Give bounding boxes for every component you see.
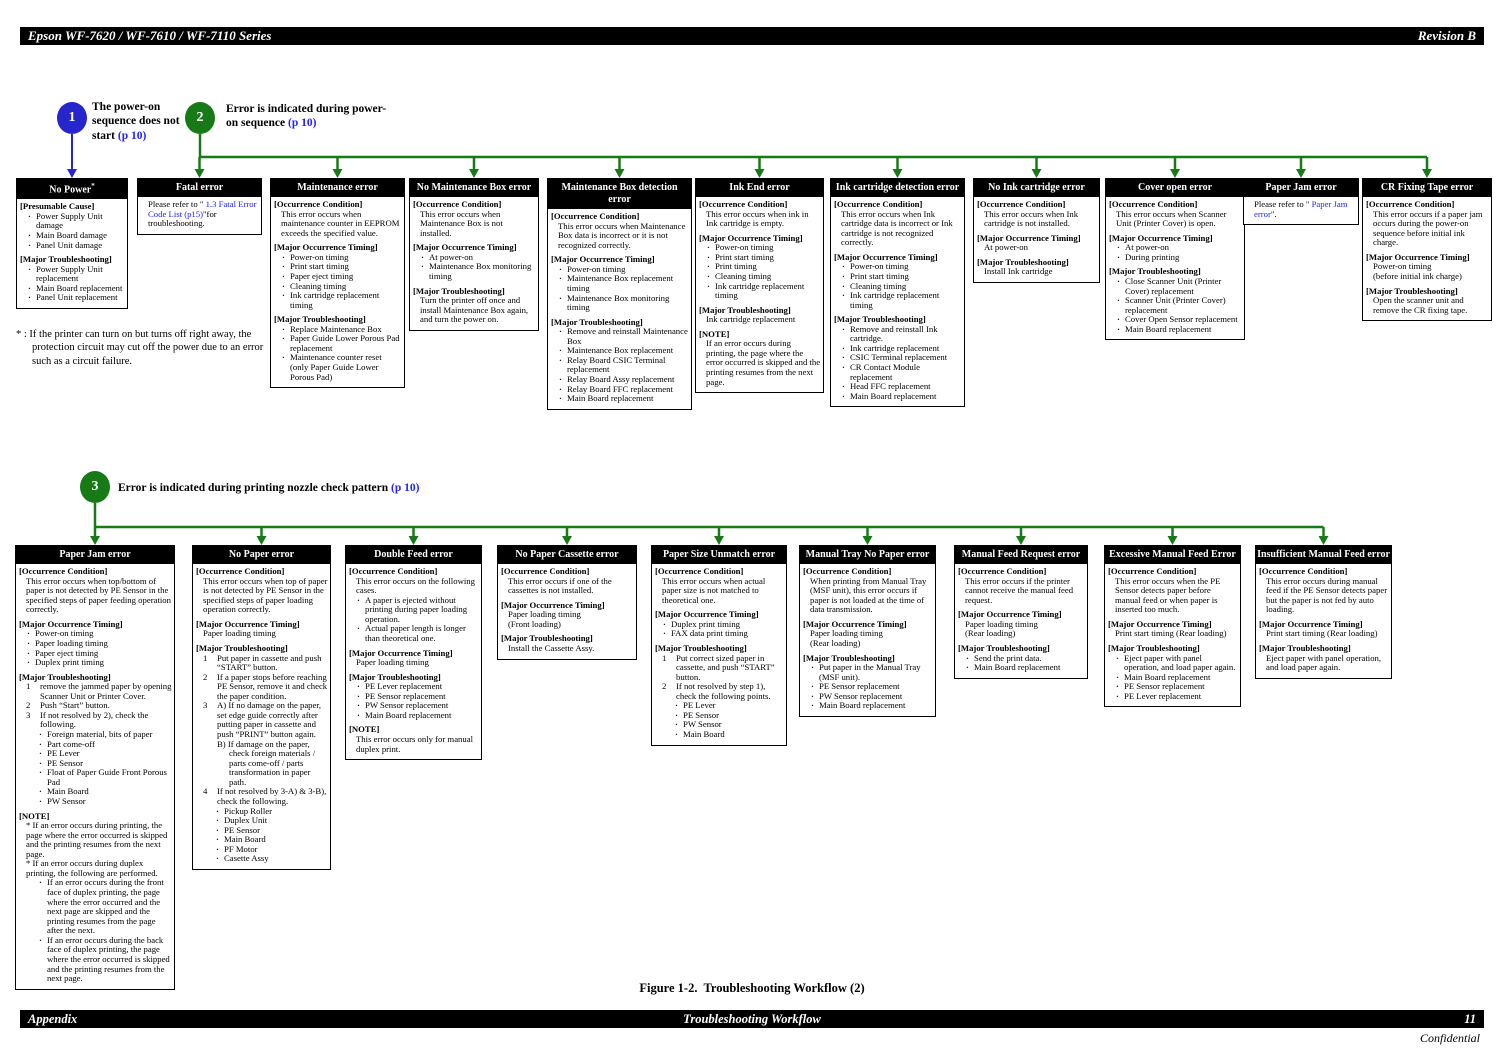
bullet-item: · PE Lever replacement bbox=[1108, 692, 1238, 702]
error-box-body bbox=[974, 197, 1099, 282]
error-box-title: No Paper error bbox=[193, 546, 330, 564]
flow-step-3-label bbox=[118, 481, 718, 495]
bullet-item: · Main Board damage bbox=[20, 231, 125, 241]
flow-label-text: Error is indicated during printing nozzle check pattern bbox=[118, 482, 392, 494]
flow-step-3-badge bbox=[80, 471, 110, 503]
section-heading: [Occurrence Condition] bbox=[1109, 199, 1198, 209]
box-text-line: Print start timing (Rear loading) bbox=[1266, 628, 1378, 639]
section-heading: [Major Troubleshooting] bbox=[196, 642, 288, 653]
box-text-line bbox=[1247, 200, 1356, 219]
bullet-item: · Print start timing bbox=[699, 253, 821, 263]
footer-bar bbox=[20, 1010, 1484, 1028]
section-heading: [Major Troubleshooting] bbox=[1109, 266, 1201, 277]
box-text-line: This error occurs when Maintenance Box data is incorrect or it is not recognized correctly. bbox=[558, 220, 686, 250]
box-text-line: Print start timing (Rear loading) bbox=[1115, 628, 1227, 639]
error-box-title: Paper Jam error bbox=[1244, 179, 1358, 197]
footnote-marker: * bbox=[91, 182, 95, 190]
error-box-no-paper-error bbox=[192, 545, 331, 870]
section-heading: [Major Occurrence Timing] bbox=[699, 232, 803, 243]
bullet-item: · Remove and reinstall Ink cartridge. bbox=[834, 325, 962, 344]
bullet-item: · Panel Unit replacement bbox=[20, 293, 125, 303]
bullet-item: · Put paper in the Manual Tray (MSF unit). bbox=[803, 663, 933, 682]
sub-bullet-item: · If an error occurs during the front face of duplex printing, the page where the error occurred and the next page are skipped and the printing resumes from the page after the next. bbox=[19, 878, 172, 935]
sub-bullet-item: · PE Lever bbox=[19, 749, 172, 759]
section-heading: [Occurrence Condition] bbox=[1259, 566, 1348, 576]
bullet-item: · Main Board replacement bbox=[551, 394, 689, 404]
bullet-item: · At power-on bbox=[413, 253, 536, 263]
box-text-line: This error occurs when maintenance counter in EEPROM exceeds the specified value. bbox=[281, 208, 400, 238]
error-box-title: No Maintenance Box error bbox=[410, 179, 538, 197]
footer-page-number: 11 bbox=[1464, 1011, 1476, 1026]
error-box-body bbox=[1244, 197, 1358, 224]
error-box-title: Maintenance Box detection error bbox=[548, 179, 691, 209]
page-link[interactable]: (p 10) bbox=[287, 117, 317, 130]
section-heading: [Major Troubleshooting] bbox=[803, 652, 895, 663]
box-text-line: Power-on timing bbox=[1373, 261, 1432, 272]
error-box-title: Cover open error bbox=[1106, 179, 1244, 197]
step-number: 2 bbox=[203, 671, 208, 682]
section-heading: [Occurrence Condition] bbox=[1366, 199, 1455, 209]
bullet-item: · Actual paper length is longer than theoretical one. bbox=[349, 624, 479, 643]
footer-chapter: Troubleshooting Workflow bbox=[683, 1011, 821, 1026]
bullet-item: · CR Contact Module replacement bbox=[834, 363, 962, 382]
bullet-item: · Replace Maintenance Box bbox=[274, 325, 402, 335]
step-number: 4 bbox=[203, 786, 208, 797]
box-text-line: This error occurs only for manual duplex print. bbox=[356, 734, 474, 754]
error-box-body bbox=[17, 199, 127, 308]
error-box-body bbox=[1256, 564, 1391, 678]
sub-bullet-item: · Pickup Roller bbox=[196, 807, 328, 817]
error-box-title: Manual Tray No Paper error bbox=[800, 546, 935, 564]
box-text-line: Install the Cassette Assy. bbox=[508, 642, 595, 653]
section-heading: [NOTE] bbox=[349, 724, 380, 735]
box-text-line: * If an error occurs during printing, the page where the error occurred is skipped and the printing resumes from the next page. bbox=[26, 820, 168, 859]
step-number: 2 bbox=[26, 700, 31, 711]
bullet-item: · Print start timing bbox=[274, 262, 402, 272]
error-box-body bbox=[831, 197, 964, 406]
section-heading: [Occurrence Condition] bbox=[19, 566, 108, 576]
section-heading: [Major Troubleshooting] bbox=[977, 256, 1069, 267]
bullet-item: · Ink cartridge replacement timing bbox=[834, 291, 962, 310]
bullet-item: · Cover Open Sensor replacement bbox=[1109, 315, 1242, 325]
error-box-body bbox=[16, 564, 174, 989]
error-box-title: CR Fixing Tape error bbox=[1363, 179, 1491, 197]
bullet-item: · Panel Unit damage bbox=[20, 241, 125, 251]
section-heading: [Occurrence Condition] bbox=[1108, 566, 1197, 576]
sub-bullet-item: · Foreign material, bits of paper bbox=[19, 730, 172, 740]
step-number: 3 bbox=[26, 709, 31, 720]
error-box-title: No Paper Cassette error bbox=[498, 546, 636, 564]
bullet-item: · Relay Board FFC replacement bbox=[551, 385, 689, 395]
flow-step-number: 1 bbox=[68, 110, 76, 125]
error-box-body bbox=[498, 564, 636, 659]
flow-label-text: Error is indicated during power-on sequence bbox=[226, 103, 387, 130]
box-text-line: * If an error occurs during duplex printing, the following are performed. bbox=[26, 858, 158, 878]
box-text-line: This error occurs if one of the cassettes is not installed. bbox=[508, 575, 612, 596]
error-box-paper-jam-error bbox=[15, 545, 175, 990]
sub-bullet-item: · PW Sensor bbox=[655, 720, 784, 730]
section-heading: [Major Troubleshooting] bbox=[655, 642, 747, 653]
box-text-line: Paper loading timing bbox=[508, 609, 581, 620]
sub-bullet-item: · Duplex Unit bbox=[196, 816, 328, 826]
bullet-item: · Cleaning timing bbox=[274, 282, 402, 292]
section-heading: [NOTE] bbox=[19, 810, 50, 821]
sub-bullet-item: · Part come-off bbox=[19, 740, 172, 750]
bullet-item: · Relay Board CSIC Terminal replacement bbox=[551, 356, 689, 375]
flow-step-2-badge bbox=[185, 102, 215, 134]
bullet-item: · Main Board replacement bbox=[349, 711, 479, 721]
error-box-manual-tray-no-paper-error bbox=[799, 545, 936, 717]
error-box-title: Ink cartridge detection error bbox=[831, 179, 964, 197]
sub-bullet-item: · PE Sensor bbox=[655, 711, 784, 721]
bullet-item: · Duplex print timing bbox=[655, 620, 784, 630]
flow-step-number: 2 bbox=[196, 110, 204, 125]
section-heading: [Major Troubleshooting] bbox=[1259, 642, 1351, 653]
error-box-body bbox=[138, 197, 261, 234]
bullet-item: · Relay Board Assy replacement bbox=[551, 375, 689, 385]
bullet-item: · Close Scanner Unit (Printer Cover) replacement bbox=[1109, 277, 1242, 296]
bullet-item: · Main Board replacement bbox=[1108, 673, 1238, 683]
section-heading: [Major Troubleshooting] bbox=[413, 285, 505, 296]
section-heading: [Major Troubleshooting] bbox=[20, 254, 112, 265]
document-title: Epson WF-7620 / WF-7610 / WF-7110 Series bbox=[28, 28, 272, 43]
box-text-line: This error occurs if the printer cannot receive the manual feed request. bbox=[965, 575, 1074, 605]
error-box-title: Insufficient Manual Feed error bbox=[1256, 546, 1391, 564]
section-heading: [Major Troubleshooting] bbox=[1366, 285, 1458, 296]
error-box-no-maintenance-box-error bbox=[409, 178, 539, 331]
numbered-step: 1 Put correct sized paper in cassette, and push “START” button. bbox=[662, 652, 775, 682]
box-text-line: When printing from Manual Tray (MSF unit), this error occurs if paper is not loaded at the time of data transmission. bbox=[810, 575, 927, 615]
bullet-item: · Power-on timing bbox=[19, 629, 172, 639]
error-box-body bbox=[193, 564, 330, 869]
error-box-cr-fixing-tape-error bbox=[1362, 178, 1492, 321]
section-heading: [Major Troubleshooting] bbox=[958, 642, 1050, 653]
section-heading: [Major Occurrence Timing] bbox=[551, 254, 655, 265]
sub-bullet-item: · PE Lever bbox=[655, 701, 784, 711]
bullet-item: · Maintenance Box monitoring timing bbox=[551, 294, 689, 313]
section-heading: [Presumable Cause] bbox=[20, 201, 95, 212]
header-bar bbox=[20, 27, 1484, 45]
box-text-segment: Please refer to " bbox=[1254, 199, 1312, 209]
box-text-line: Paper loading timing bbox=[965, 618, 1038, 629]
bullet-item: · CSIC Terminal replacement bbox=[834, 353, 962, 363]
sub-bullet-item: · Casette Assy bbox=[196, 854, 328, 864]
box-text-line: (Rear loading) bbox=[810, 637, 861, 648]
box-text-line: (Front loading) bbox=[508, 618, 561, 629]
bullet-item: · Remove and reinstall Maintenance Box bbox=[551, 327, 689, 346]
error-box-title: No Power* bbox=[17, 179, 127, 199]
bullet-item: · Main Board replacement bbox=[803, 701, 933, 711]
error-box-insufficient-manual-feed-error bbox=[1255, 545, 1392, 679]
error-box-body bbox=[652, 564, 786, 745]
box-text-line: This error occurs if a paper jam occurs during the power-on sequence before initial ink charge. bbox=[1373, 208, 1483, 248]
section-heading: [Major Troubleshooting] bbox=[19, 671, 111, 682]
box-text-line: Ink cartridge replacement bbox=[706, 314, 796, 325]
box-text-line: This error occurs when Ink cartridge data is incorrect or Ink cartridge is not recognized correctly. bbox=[841, 208, 953, 248]
cross-reference-link[interactable]: 1.3 Fatal Error Code List (p15) bbox=[148, 199, 257, 219]
error-box-body bbox=[548, 209, 691, 409]
box-text-line: Paper loading timing bbox=[203, 628, 276, 639]
error-box-maintenance-error bbox=[270, 178, 405, 388]
bullet-item: · Maintenance Box monitoring timing bbox=[413, 262, 536, 281]
section-heading: [Occurrence Condition] bbox=[349, 566, 438, 576]
bullet-item: · Scanner Unit (Printer Cover) replacement bbox=[1109, 296, 1242, 315]
bullet-item: · Cleaning timing bbox=[834, 282, 962, 292]
step-number: 1 bbox=[662, 652, 667, 663]
sub-bullet-item: · PE Sensor bbox=[19, 759, 172, 769]
bullet-item: · Head FFC replacement bbox=[834, 382, 962, 392]
section-heading: [Occurrence Condition] bbox=[699, 199, 788, 209]
bullet-item: · Ink cartridge replacement timing bbox=[274, 291, 402, 310]
sub-bullet-item: · Float of Paper Guide Front Porous Pad bbox=[19, 768, 172, 787]
section-heading: [Occurrence Condition] bbox=[551, 211, 640, 221]
error-box-title: Excessive Manual Feed Error bbox=[1105, 546, 1240, 564]
bullet-item: · During printing bbox=[1109, 253, 1242, 263]
section-heading: [Major Occurrence Timing] bbox=[803, 618, 907, 629]
error-box-title: Double Feed error bbox=[346, 546, 481, 564]
error-box-paper-size-unmatch-error bbox=[651, 545, 787, 746]
error-box-maintenance-box-detection-error bbox=[547, 178, 692, 410]
numbered-step: 3 If not resolved by 2), check the following. bbox=[26, 709, 149, 730]
error-box-body bbox=[955, 564, 1087, 678]
numbered-step: 2 Push “Start” button. bbox=[26, 700, 110, 711]
error-box-body bbox=[346, 564, 481, 759]
section-heading: [Major Occurrence Timing] bbox=[958, 609, 1062, 620]
figure-caption: Figure 1-2. Troubleshooting Workflow (2) bbox=[639, 981, 865, 995]
numbered-step: 3 A) If no damage on the paper, set edge guide correctly after putting paper in cassette and push “PRINT” button again. bbox=[203, 700, 322, 739]
error-box-no-ink-cartridge-error bbox=[973, 178, 1100, 283]
bullet-item: · Maintenance Box replacement bbox=[551, 346, 689, 356]
error-box-double-feed-error bbox=[345, 545, 482, 760]
section-heading: [Occurrence Condition] bbox=[196, 566, 285, 576]
sub-bullet-item: · Main Board bbox=[196, 835, 328, 845]
box-text-line: This error occurs on the following cases. bbox=[356, 575, 475, 596]
section-heading: [Occurrence Condition] bbox=[655, 566, 744, 576]
step-number: 3 bbox=[203, 700, 208, 711]
numbered-step: 2 If not resolved by step 1), check the following points. bbox=[662, 681, 771, 701]
box-text-line: This error occurs when Maintenance Box is not installed. bbox=[420, 208, 503, 238]
box-text-line: (before initial ink charge) bbox=[1373, 270, 1462, 281]
flow-label-text: The power-on sequence does not start bbox=[92, 101, 180, 142]
section-heading: [Occurrence Condition] bbox=[977, 199, 1066, 209]
bullet-item: · Main Board replacement bbox=[1109, 325, 1242, 335]
section-heading: [NOTE] bbox=[699, 328, 730, 339]
error-box-title: Paper Size Unmatch error bbox=[652, 546, 786, 564]
bullet-item: · Eject paper with panel operation, and load paper again. bbox=[1108, 654, 1238, 673]
box-text-line: This error occurs when Ink cartridge is not installed. bbox=[984, 208, 1079, 229]
numbered-step: 2 If a paper stops before reaching PE Sensor, remove it and check the paper condition. bbox=[203, 671, 328, 701]
error-box-title: Manual Feed Request error bbox=[955, 546, 1087, 564]
box-text-line: Turn the printer off once and install Maintenance Box again, and turn the power on. bbox=[420, 295, 529, 325]
error-box-body bbox=[800, 564, 935, 716]
error-box-no-power bbox=[16, 178, 128, 309]
section-heading: [Major Occurrence Timing] bbox=[977, 232, 1081, 243]
box-text-line: Open the scanner unit and remove the CR fixing tape. bbox=[1373, 295, 1468, 315]
error-box-body bbox=[271, 197, 404, 387]
sub-bullet-item: · Main Board bbox=[19, 787, 172, 797]
step-number: 1 bbox=[203, 652, 208, 663]
step-number: 2 bbox=[662, 681, 667, 692]
bullet-item: · Paper eject timing bbox=[274, 272, 402, 282]
bullet-item: · Main Board replacement bbox=[834, 392, 962, 402]
error-box-body bbox=[696, 197, 823, 392]
bullet-item: · Main Board replacement bbox=[20, 284, 125, 294]
box-text-line: This error occurs when Scanner Unit (Printer Cover) is open. bbox=[1116, 208, 1227, 229]
box-text-line: This error occurs when the PE Sensor detects paper before manual feed or when paper is inserted too much. bbox=[1115, 575, 1221, 615]
box-text-line: At power-on bbox=[984, 242, 1028, 253]
box-text-segment: ". bbox=[1270, 208, 1277, 219]
bullet-item: · PW Sensor replacement bbox=[803, 692, 933, 702]
numbered-step: 1 remove the jammed paper by opening Scanner Unit or Printer Cover. bbox=[26, 681, 172, 701]
sub-bullet-item: · If an error occurs during the back face of duplex printing, the page where the error occurred is skipped and the printing resumes from the next page. bbox=[19, 936, 172, 984]
error-box-title: Maintenance error bbox=[271, 179, 404, 197]
box-text-segment: Please refer to " bbox=[148, 199, 206, 209]
flow-step-1-label bbox=[92, 100, 184, 143]
no-power-footnote: * : If the printer can turn on but turns off right away, the protection circuit may cut off the power due to an error such as a circuit failure. bbox=[16, 329, 264, 367]
section-heading: [Major Troubleshooting] bbox=[551, 316, 643, 327]
bullet-item: · At power-on bbox=[1109, 243, 1242, 253]
bullet-item: · PE Sensor replacement bbox=[803, 682, 933, 692]
bullet-item: · PE Lever replacement bbox=[349, 682, 479, 692]
error-box-paper-jam-error bbox=[1243, 178, 1359, 225]
error-box-fatal-error bbox=[137, 178, 262, 235]
section-heading: [Major Troubleshooting] bbox=[1108, 642, 1200, 653]
section-heading: [Occurrence Condition] bbox=[803, 566, 892, 576]
error-box-ink-end-error bbox=[695, 178, 824, 393]
bullet-item: · Paper eject timing bbox=[19, 649, 172, 659]
section-heading: [Major Troubleshooting] bbox=[274, 314, 366, 325]
section-heading: [Occurrence Condition] bbox=[958, 566, 1047, 576]
section-heading: [Occurrence Condition] bbox=[413, 199, 502, 209]
error-box-no-paper-cassette-error bbox=[497, 545, 637, 660]
bullet-item: · Ink cartridge replacement timing bbox=[699, 282, 821, 301]
section-heading: [Occurrence Condition] bbox=[834, 199, 923, 209]
box-text-line: This error occurs when actual paper size is not matched to theoretical one. bbox=[662, 575, 766, 605]
bullet-item: · Send the print data. bbox=[958, 654, 1085, 664]
sub-bullet-item: · PW Sensor bbox=[19, 797, 172, 807]
error-box-body bbox=[1105, 564, 1240, 706]
bullet-item: · Power-on timing bbox=[834, 262, 962, 272]
revision-label: Revision B bbox=[1417, 28, 1476, 43]
step-number: 1 bbox=[26, 681, 31, 692]
numbered-step: 1 Put paper in cassette and push “START” button. bbox=[203, 652, 322, 673]
error-box-title: Paper Jam error bbox=[16, 546, 174, 564]
section-heading: [Major Occurrence Timing] bbox=[196, 618, 300, 629]
error-box-body bbox=[410, 197, 538, 330]
flow-step-2-label bbox=[226, 102, 396, 131]
box-text-line: This error occurs during manual feed if the PE Sensor detects paper but the paper is not fed by auto loading. bbox=[1266, 575, 1388, 615]
box-text-line: Eject paper with panel operation, and load paper again. bbox=[1266, 652, 1382, 673]
section-heading: [Major Occurrence Timing] bbox=[1109, 232, 1213, 243]
section-heading: [Occurrence Condition] bbox=[274, 199, 363, 209]
error-box-manual-feed-request-error bbox=[954, 545, 1088, 679]
flow-step-1-badge bbox=[57, 102, 87, 134]
bullet-item: · FAX data print timing bbox=[655, 629, 784, 639]
page-link[interactable]: (p 10) bbox=[391, 482, 420, 494]
box-text-line: Paper loading timing bbox=[810, 628, 883, 639]
section-heading: [Major Occurrence Timing] bbox=[655, 609, 759, 620]
bullet-item: · Power-on timing bbox=[699, 243, 821, 253]
bullet-item: · Power Supply Unit replacement bbox=[20, 265, 125, 284]
bullet-item: · Maintenance counter reset (only Paper Guide Lower Porous Pad) bbox=[274, 353, 402, 382]
sub-bullet-item: · PF Motor bbox=[196, 845, 328, 855]
error-box-title: Fatal error bbox=[138, 179, 261, 197]
error-box-body bbox=[1106, 197, 1244, 339]
bullet-item: · Paper Guide Lower Porous Pad replacement bbox=[274, 334, 402, 353]
section-heading: [Major Occurrence Timing] bbox=[349, 647, 453, 658]
section-heading: [Major Occurrence Timing] bbox=[413, 242, 517, 253]
box-text-line: This error occurs when ink in Ink cartridge is empty. bbox=[706, 208, 809, 229]
section-heading: [Major Occurrence Timing] bbox=[1108, 618, 1212, 629]
section-heading: [Occurrence Condition] bbox=[501, 566, 590, 576]
bullet-item: · Main Board replacement bbox=[958, 663, 1085, 673]
bullet-item: · PE Sensor replacement bbox=[349, 692, 479, 702]
footer-section: Appendix bbox=[28, 1011, 78, 1026]
section-heading: [Major Occurrence Timing] bbox=[1366, 251, 1470, 262]
section-heading: [Major Troubleshooting] bbox=[699, 304, 791, 315]
bullet-item: · Ink cartridge replacement bbox=[834, 344, 962, 354]
box-text-line: This error occurs when top/bottom of paper is not detected by PE Sensor in the specified steps of paper feeding operation correctly. bbox=[26, 575, 171, 615]
lettered-substep: B) If damage on the paper, check foreign materials / parts come-off / parts transformation in paper path. bbox=[217, 738, 316, 787]
bullet-item: · Duplex print timing bbox=[19, 658, 172, 668]
section-heading: [Major Occurrence Timing] bbox=[1259, 618, 1363, 629]
section-heading: [Major Occurrence Timing] bbox=[501, 599, 605, 610]
sub-bullet-item: · PE Sensor bbox=[196, 826, 328, 836]
error-box-ink-cartridge-detection-error bbox=[830, 178, 965, 407]
confidential-label: Confidential bbox=[1420, 1031, 1480, 1045]
page-link[interactable]: (p 10) bbox=[117, 129, 147, 142]
sub-bullet-item: · Main Board bbox=[655, 730, 784, 740]
section-heading: [Major Troubleshooting] bbox=[349, 671, 441, 682]
error-box-title: No Ink cartridge error bbox=[974, 179, 1099, 197]
bullet-item: · PE Sensor replacement bbox=[1108, 682, 1238, 692]
bullet-item: · Maintenance Box replacement timing bbox=[551, 274, 689, 293]
box-text-line: (Rear loading) bbox=[965, 628, 1016, 639]
error-box-excessive-manual-feed-error bbox=[1104, 545, 1241, 707]
bullet-item: · Print timing bbox=[699, 262, 821, 272]
box-text-line: If an error occurs during printing, the page where the error occurred is skipped and the printing resumes from the next page. bbox=[706, 338, 821, 387]
bullet-item: · PW Sensor replacement bbox=[349, 701, 479, 711]
error-box-title: Ink End error bbox=[696, 179, 823, 197]
bullet-item: · A paper is ejected without printing during paper loading operation. bbox=[349, 596, 479, 625]
box-text-line: This error occurs when top of paper is not detected by PE Sensor in the specified steps of paper loading operation correctly. bbox=[203, 575, 328, 615]
section-heading: [Major Occurrence Timing] bbox=[834, 251, 938, 262]
cross-reference-link[interactable]: Paper Jam error bbox=[1254, 199, 1348, 219]
box-text-line: Install Ink cartridge bbox=[984, 266, 1053, 277]
bullet-item: · Power-on timing bbox=[551, 265, 689, 275]
section-heading: [Major Troubleshooting] bbox=[834, 314, 926, 325]
section-heading: [Major Occurrence Timing] bbox=[19, 618, 123, 629]
bullet-item: · Power Supply Unit damage bbox=[20, 212, 125, 231]
section-heading: [Major Troubleshooting] bbox=[501, 633, 593, 644]
bullet-item: · Cleaning timing bbox=[699, 272, 821, 282]
flow-step-number: 3 bbox=[91, 479, 99, 494]
bullet-item: · Paper loading timing bbox=[19, 639, 172, 649]
error-box-cover-open-error bbox=[1105, 178, 1245, 340]
error-box-body bbox=[1363, 197, 1491, 320]
numbered-step: 4 If not resolved by 3-A) & 3-B), check the following. bbox=[203, 786, 327, 806]
bullet-item: · Print start timing bbox=[834, 272, 962, 282]
box-text-segment: "for troubleshooting. bbox=[148, 208, 217, 229]
bullet-item: · Power-on timing bbox=[274, 253, 402, 263]
box-text-line bbox=[141, 200, 259, 229]
box-text-line: Paper loading timing bbox=[356, 657, 429, 668]
section-heading: [Major Occurrence Timing] bbox=[274, 242, 378, 253]
